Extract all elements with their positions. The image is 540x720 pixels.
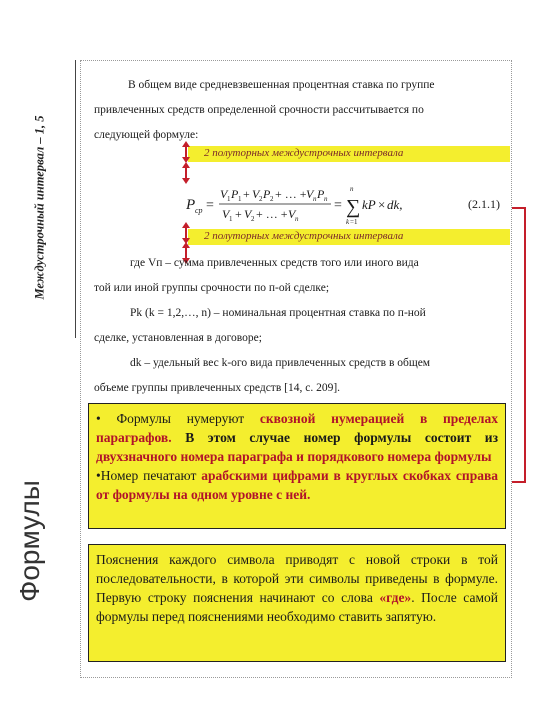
intro-line-3: следующей формуле:: [94, 129, 199, 141]
weighted-rate-formula: [186, 182, 414, 226]
equation-number: (2.1.1): [468, 197, 500, 211]
svg-text:1: 1: [229, 215, 233, 223]
svg-text:∑: ∑: [346, 196, 361, 218]
double-arrow-icon: [181, 222, 191, 244]
intro-line-2: привлеченных средств определенной срочности рассчитывается по: [94, 104, 424, 116]
svg-text:dk,: dk,: [387, 197, 403, 212]
svg-text:2: 2: [270, 195, 274, 203]
svg-text:V: V: [288, 207, 296, 221]
svg-text:V: V: [244, 207, 252, 221]
svg-text:P: P: [231, 187, 239, 201]
svg-text:2: 2: [259, 195, 263, 203]
svg-text:n: n: [324, 195, 328, 203]
svg-text:+ … +: + … +: [256, 207, 288, 221]
definition-pk-line-2: сделке, установленная в договоре;: [94, 332, 262, 344]
numbering-rules-box: [88, 403, 506, 529]
definition-pk-line-1: Pk (k = 1,2,…, n) – номинальная процентная ставка по п-ной: [130, 307, 426, 319]
definition-dk-line-1: dk – удельный вес k-ого вида привлеченных средств в общем: [130, 357, 431, 369]
rule-1-text: • Формулы нумеруют: [96, 411, 260, 426]
explanation-rules-box: [88, 544, 506, 662]
side-label-formulas: Формулы: [14, 480, 45, 602]
explanation-text-2: . После самой формулы перед пояснениями необходимо ставить запятую.: [96, 590, 498, 624]
svg-text:+ … +: + … +: [275, 187, 307, 201]
svg-text:kP: kP: [362, 197, 376, 212]
svg-text:1: 1: [227, 195, 231, 203]
svg-text:P: P: [186, 197, 196, 213]
spacing-band-bottom-label: 2 полуторных междустрочных интервала: [204, 230, 404, 242]
definition-v-line-1: где Vп – сумма привлеченных средств того или иного вида: [130, 257, 419, 269]
svg-text:×: ×: [378, 197, 386, 212]
svg-text:=1: =1: [350, 218, 358, 226]
explanation-keyword: «где»: [379, 590, 412, 605]
side-label-line-spacing: Междустрочный интервал – 1, 5: [32, 115, 47, 300]
explanation-text-1: Пояснения каждого символа приводят с новой строки в той последовательности, в которой эти символы приведены в формуле. Первую строку пояснения начинают со слова: [96, 552, 498, 605]
svg-text:n: n: [350, 185, 354, 193]
svg-text:=: =: [334, 198, 342, 213]
svg-text:ср: ср: [195, 206, 203, 215]
rule-1-middle: В этом случае номер формулы состоит из: [171, 430, 498, 445]
svg-text:V: V: [252, 187, 260, 201]
svg-text:n: n: [295, 215, 299, 223]
svg-text:P: P: [263, 187, 271, 201]
svg-text:+: +: [235, 207, 242, 221]
svg-text:V: V: [222, 207, 230, 221]
svg-text:2: 2: [251, 215, 255, 223]
rule-2-text: •Номер печатают: [96, 468, 202, 483]
spacing-band-top-label: 2 полуторных междустрочных интервала: [204, 147, 404, 159]
svg-text:k: k: [346, 218, 350, 226]
svg-text:1: 1: [238, 195, 242, 203]
double-arrow-icon: [181, 141, 191, 163]
double-arrow-icon: [181, 162, 191, 184]
definition-dk-line-2: объеме группы привлеченных средств [14, с. 209].: [94, 382, 341, 394]
svg-text:=: =: [206, 198, 214, 213]
connector-bracket: [512, 207, 526, 483]
rule-1-highlight: сквозной нумерацией в пределах параграфов.: [96, 411, 499, 445]
svg-text:V: V: [220, 187, 228, 201]
side-divider-line: [75, 60, 76, 338]
intro-line-1: В общем виде средневзвешенная процентная ставка по группе: [128, 79, 435, 91]
svg-text:n: n: [313, 195, 317, 203]
definition-v-line-2: той или иной группы срочности по п-ой сделке;: [94, 282, 330, 294]
rule-2-highlight: арабскими цифрами в круглых скобках справа от формулы на одном уровне с ней.: [96, 468, 498, 502]
svg-text:P: P: [317, 187, 325, 201]
svg-text:V: V: [306, 187, 314, 201]
svg-text:+: +: [243, 187, 250, 201]
rule-1-highlight-2: двухзначного номера параграфа и порядкового номера формулы: [96, 449, 492, 464]
